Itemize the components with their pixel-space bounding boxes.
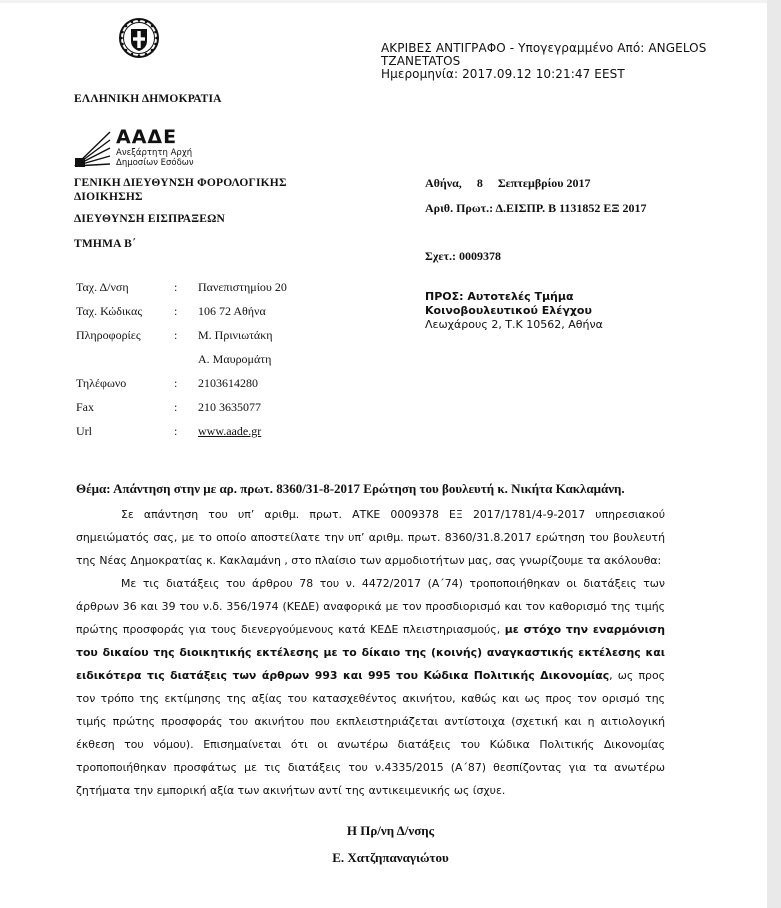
info-value-1: Μ. Πρινιωτάκη bbox=[198, 328, 273, 342]
contact-row-fax bbox=[76, 400, 336, 424]
signature-stamp-line-1: ΑΚΡΙΒΕΣ ΑΝΤΙΓΡΑΦΟ - Υπογεγραμμένο Από: ANGELOS bbox=[381, 41, 707, 55]
digital-signature-stamp bbox=[381, 42, 706, 81]
separator-colon: : bbox=[174, 400, 178, 414]
body-paragraph-1: Σε απάντηση του υπ’ αριθμ. πρωτ. ΑΤΚΕ 0009378 ΕΞ 2017/1781/4-9-2017 υπηρεσιακού σημειώματός σας, με το οποίο αποστείλατε την υπ’ αριθμ. πρωτ. 8360/31.8.2017 ερώτηση του βουλευτή της Νέας Δημοκρατίας κ. Κακλαμάνη , στο πλαίσιο των αρμοδιοτήτων μας, σας γνωρίζουμε τα ακόλουθα: bbox=[76, 508, 665, 567]
contact-row-info bbox=[76, 328, 336, 352]
aade-logo-icon bbox=[72, 128, 112, 168]
phone-value: 2103614280 bbox=[198, 376, 258, 390]
recipient-line-1: ΠΡΟΣ: Αυτοτελές Τμήμα bbox=[425, 290, 574, 303]
address-value: Πανεπιστημίου 20 bbox=[198, 280, 287, 294]
separator-colon: : bbox=[174, 304, 178, 318]
url-label: Url bbox=[76, 424, 92, 438]
contact-details bbox=[76, 280, 336, 448]
aade-logo-subtitle bbox=[116, 148, 194, 168]
postal-value: 106 72 Αθήνα bbox=[198, 304, 266, 318]
aade-logo-subtitle-line-1: Ανεξάρτητη Αρχή bbox=[116, 148, 193, 158]
aade-logo-subtitle-line-2: Δημοσίων Εσόδων bbox=[116, 158, 194, 168]
postal-label: Ταχ. Κώδικας bbox=[76, 304, 143, 318]
related-reference: Σχετ.: 0009378 bbox=[425, 249, 502, 263]
directorate-general-heading bbox=[74, 176, 287, 204]
date-day: 8 bbox=[476, 176, 483, 190]
phone-label: Τηλέφωνο bbox=[76, 376, 127, 390]
contact-row-phone bbox=[76, 376, 336, 400]
recipient-line-2: Κοινοβουλευτικού Ελέγχου bbox=[425, 304, 592, 317]
contact-row-info-2 bbox=[76, 352, 336, 376]
section-heading: ΤΜΗΜΑ Β΄ bbox=[74, 238, 136, 250]
republic-heading: ΕΛΛΗΝΙΚΗ ΔΗΜΟΚΡΑΤΙΑ bbox=[74, 93, 222, 105]
address-label: Ταχ. Δ/νση bbox=[76, 280, 129, 294]
info-value-2: Α. Μαυρομάτη bbox=[198, 352, 272, 366]
letter-body bbox=[76, 503, 665, 802]
body-paragraph-2 bbox=[76, 572, 665, 802]
separator-colon: : bbox=[174, 328, 178, 342]
body-paragraph-2-emphasis: με στόχο την εναρμόνιση του δικαίου της διοικητικής εκτέλεσης με το δίκαιο της (κοινής) αναγκαστικής εκτέλεσης και ειδικότερα τις διατάξεις των άρθρων 993 και 995 του Κώδικα Πολιτικής Δικονομίας bbox=[76, 623, 665, 682]
subject-line: Θέμα: Απάντηση στην με αρ. πρωτ. 8360/31-8-2017 Ερώτηση του βουλευτή κ. Νικήτα Κακλαμάνη. bbox=[76, 481, 625, 496]
protocol-number: Αριθ. Πρωτ.: Δ.ΕΙΣΠΡ. Β 1131852 ΕΞ 2017 bbox=[425, 201, 647, 215]
body-paragraph-2-part-3: , ως προς τον τρόπο της εκτίμησης της αξίας του κατασχεθέντος ακινήτου, καθώς και ως προς τον ορισμό της τιμής πρώτης προσφοράς του ακινήτου που εκπλειστηριάζεται αντίστοιχα (σχετική και η αιτιολογική έκθεση του νόμου). Επισημαίνεται ότι οι ανωτέρω διατάξεις του Κώδικα Πολιτικής Δικονομίας τροποποιήθηκαν προσφάτως με τις διατάξεις του ν.4335/2015 (Α΄87) θεσπίζοντας για τα ανωτέρω ζητήματα την εμπορική αξία των ακινήτων αντί της αντικειμενικής ως ίσχυε. bbox=[76, 669, 665, 797]
separator-colon: : bbox=[174, 424, 178, 438]
info-label: Πληροφορίες bbox=[76, 328, 141, 342]
document-date bbox=[425, 176, 603, 191]
recipient-block bbox=[425, 290, 603, 332]
separator-colon: : bbox=[174, 280, 178, 294]
body-paragraph-2-part-1: Με τις διατάξεις του άρθρου 78 του ν. 4472/2017 (Α΄74) τροποποιήθηκαν οι διατάξεις των άρθρων 36 και 39 του ν.δ. 356/1974 (ΚΕΔΕ) αναφορικά με τον προσδιορισμό και τον καθορισμό της τιμής πρώτης προσφοράς για τους διενεργούμενους κατά ΚΕΔΕ πλειστηριασμούς, bbox=[76, 577, 665, 636]
contact-row-url bbox=[76, 424, 336, 448]
recipient-line-3: Λεωχάρους 2, Τ.Κ 10562, Αθήνα bbox=[425, 318, 603, 331]
signatory-title: Η Πρ/νη Δ/νσης bbox=[346, 823, 435, 838]
fax-label: Fax bbox=[76, 400, 94, 414]
separator-colon: : bbox=[174, 376, 178, 390]
signature-stamp-line-3: Ημερομηνία: 2017.09.12 10:21:47 EEST bbox=[381, 67, 625, 81]
website-link[interactable]: www.aade.gr bbox=[198, 424, 262, 438]
date-month-year: Σεπτεμβρίου 2017 bbox=[497, 176, 591, 190]
date-city: Αθήνα, bbox=[425, 176, 462, 190]
contact-row-address bbox=[76, 280, 336, 304]
page-right-edge bbox=[767, 0, 781, 908]
greek-coat-of-arms-icon bbox=[118, 17, 160, 59]
directorate-heading: ΔΙΕΥΘΥΝΣΗ ΕΙΣΠΡΑΞΕΩΝ bbox=[74, 213, 226, 225]
directorate-general-line-2: ΔΙΟΙΚΗΣΗΣ bbox=[74, 191, 143, 203]
directorate-general-line-1: ΓΕΝΙΚΗ ΔΙΕΥΘΥΝΣΗ ΦΟΡΟΛΟΓΙΚΗΣ bbox=[74, 177, 287, 189]
contact-row-postal bbox=[76, 304, 336, 328]
signatory-name: Ε. Χατζηπαναγιώτου bbox=[332, 850, 449, 865]
signature-stamp-line-2: TZANETATOS bbox=[381, 54, 461, 68]
page-top-edge bbox=[0, 0, 781, 3]
aade-logo-text: ΑΑΔΕ bbox=[116, 126, 178, 148]
fax-value: 210 3635077 bbox=[198, 400, 261, 414]
